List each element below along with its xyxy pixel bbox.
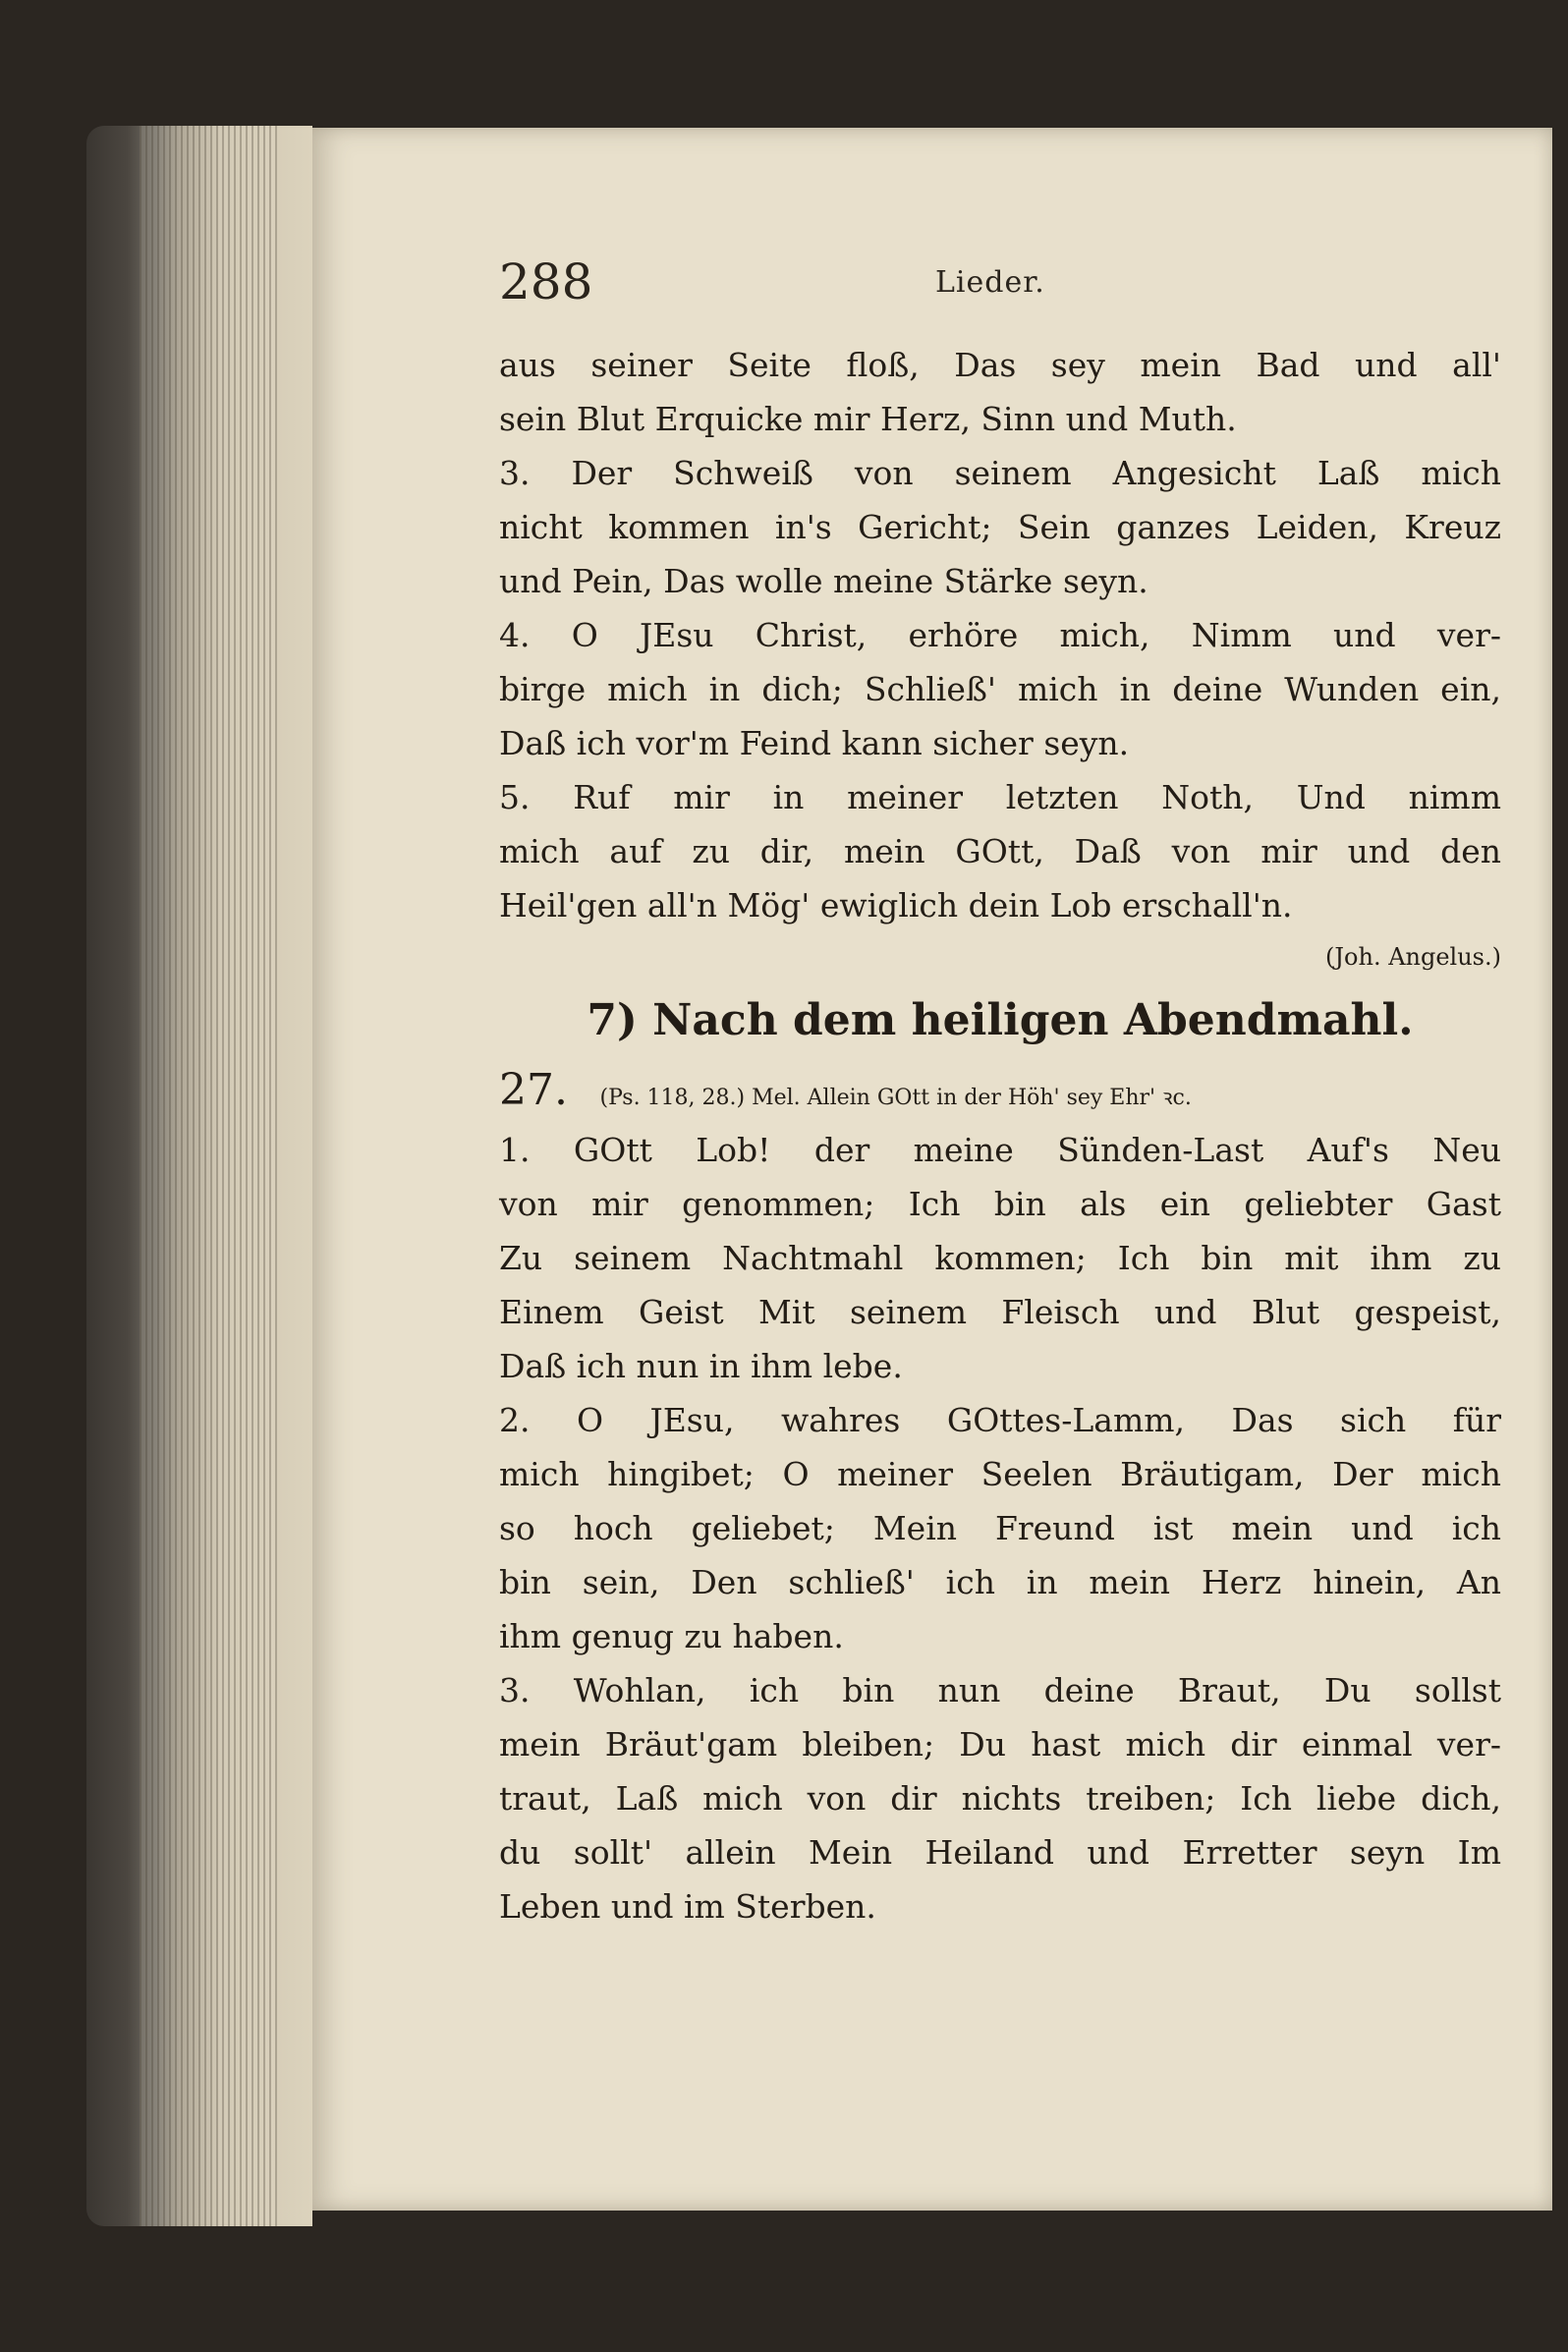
hymn-reference: (Ps. 118, 28.) Mel. Allein GOtt in der Höh' sey Ehr' ꝛc.: [599, 1086, 1192, 1110]
book-page-edges: [86, 126, 312, 2226]
text-line: mein Bräut'gam bleiben; Du hast mich dir einmal ver-: [499, 1725, 1501, 1764]
text-line: traut, Laß mich von dir nichts treiben; Ich liebe dich,: [499, 1779, 1501, 1818]
text-line: und Pein, Das wolle meine Stärke seyn.: [499, 562, 1148, 600]
text-line: Zu seinem Nachtmahl kommen; Ich bin mit ihm zu: [499, 1239, 1501, 1277]
text-line: 1. GOtt Lob! der meine Sünden-Last Auf's Neu: [499, 1131, 1501, 1169]
text-line: nicht kommen in's Gericht; Sein ganzes Leiden, Kreuz: [499, 508, 1501, 546]
text-line: 4. O JEsu Christ, erhöre mich, Nimm und ver-: [499, 616, 1501, 654]
text-line: Leben und im Sterben.: [499, 1887, 876, 1926]
running-head: Lieder.: [935, 265, 1045, 300]
text-line: ihm genug zu haben.: [499, 1617, 844, 1655]
page-number: 288: [499, 253, 593, 310]
text-line: Einem Geist Mit seinem Fleisch und Blut gespeist,: [499, 1293, 1501, 1331]
page-header: [499, 253, 1501, 322]
page-text: [499, 338, 1501, 1933]
section-title: 7) Nach dem heiligen Abendmahl.: [587, 995, 1414, 1045]
text-line: mich auf zu dir, mein GOtt, Daß von mir und den: [499, 832, 1501, 870]
text-line: so hoch geliebet; Mein Freund ist mein und ich: [499, 1509, 1501, 1547]
text-line: Daß ich nun in ihm lebe.: [499, 1347, 903, 1385]
text-line: Heil'gen all'n Mög' ewiglich dein Lob erschall'n.: [499, 886, 1293, 924]
text-line: bin sein, Den schließ' ich in mein Herz hinein, An: [499, 1563, 1501, 1601]
text-line: 2. O JEsu, wahres GOttes-Lamm, Das sich für: [499, 1401, 1501, 1439]
hymn-number: 27.: [499, 1065, 568, 1115]
text-line: aus seiner Seite floß, Das sey mein Bad und all': [499, 346, 1501, 384]
text-line: 5. Ruf mir in meiner letzten Noth, Und nimm: [499, 778, 1501, 816]
text-line: birge mich in dich; Schließ' mich in deine Wunden ein,: [499, 670, 1501, 708]
text-line: du sollt' allein Mein Heiland und Erretter seyn Im: [499, 1833, 1501, 1872]
text-line: 3. Der Schweiß von seinem Angesicht Laß mich: [499, 454, 1501, 492]
hymn-heading: [499, 1058, 1501, 1123]
text-line: mich hingibet; O meiner Seelen Bräutigam, Der mich: [499, 1455, 1501, 1493]
text-line: sein Blut Erquicke mir Herz, Sinn und Muth.: [499, 400, 1237, 438]
text-line: Daß ich vor'm Feind kann sicher seyn.: [499, 724, 1130, 762]
hymn-attribution: (Joh. Angelus.): [1325, 943, 1501, 971]
book-page: [312, 128, 1552, 2211]
text-line: 3. Wohlan, ich bin nun deine Braut, Du sollst: [499, 1671, 1501, 1709]
text-line: von mir genommen; Ich bin als ein geliebter Gast: [499, 1185, 1501, 1223]
